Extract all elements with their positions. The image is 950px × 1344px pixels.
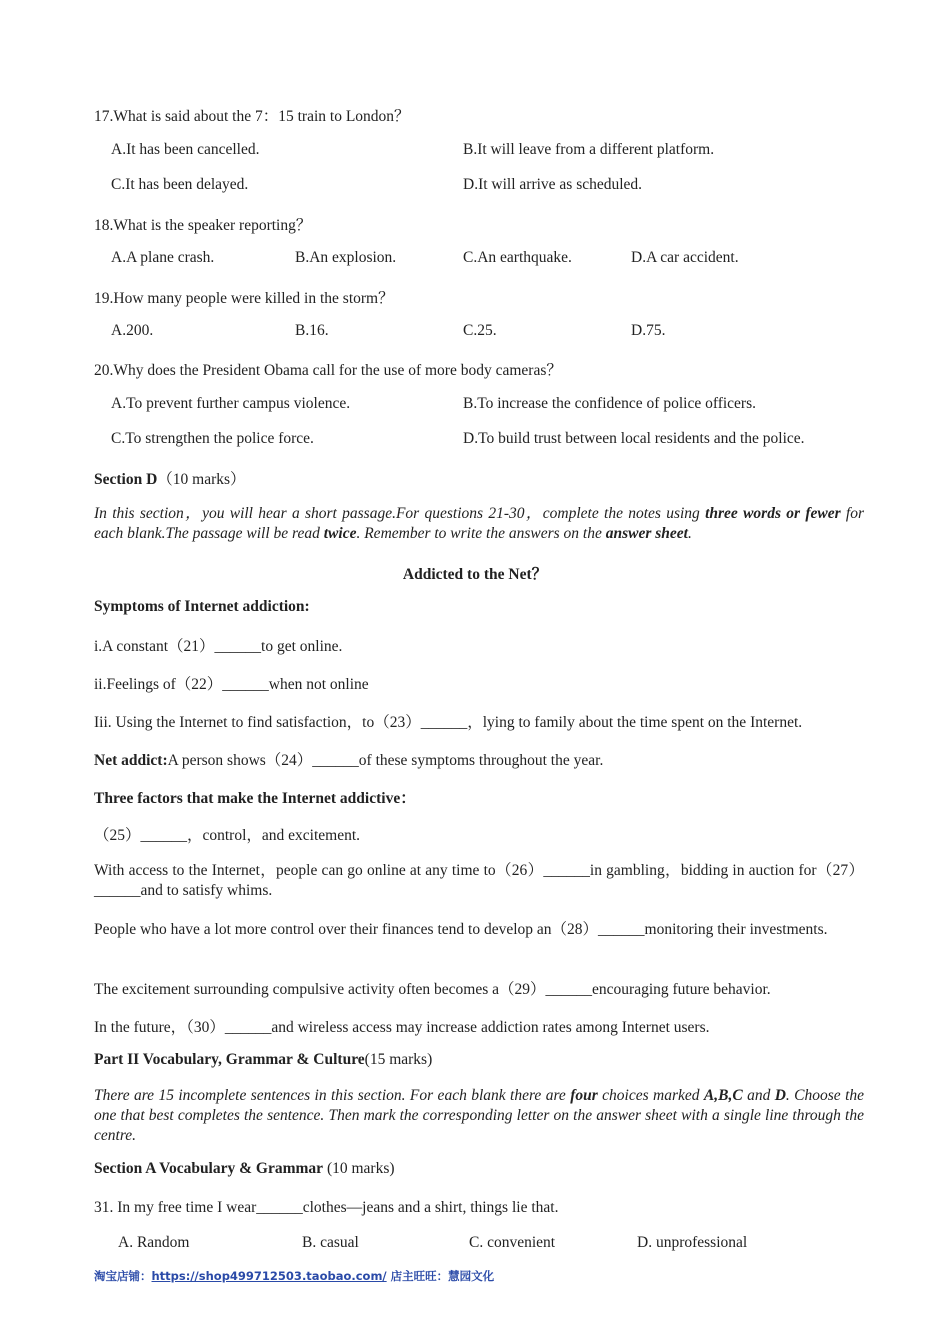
part2-instr-bold-2: A,B,C xyxy=(703,1087,743,1104)
question-17-stem: 17.What is said about the 7：15 train to London？ xyxy=(94,108,410,125)
q19-option-a[interactable]: A.200. xyxy=(111,322,154,339)
passage-title: Addicted to the Net？ xyxy=(402,566,548,583)
factors-heading: Three factors that make the Internet addictive： xyxy=(94,790,416,807)
part2-instr-4: . Choose the one that best completes the sentence. Then mark the corresponding letter on the answer sheet with a single line through the centre. xyxy=(94,1087,864,1144)
section-a-heading xyxy=(94,1160,395,1178)
footer xyxy=(94,1268,494,1284)
footer-shop-link[interactable]: https://shop499712503.taobao.com/ xyxy=(151,1269,387,1283)
part2-instr-1: There are 15 incomplete sentences in this section. For each blank there are xyxy=(94,1087,571,1104)
section-d-instr-bold-2: twice xyxy=(323,525,357,542)
q18-option-d[interactable]: D.A car accident. xyxy=(631,249,739,266)
q19-option-d[interactable]: D.75. xyxy=(631,322,666,339)
footer-label: 淘宝店铺： xyxy=(94,1269,152,1283)
question-20-stem: 20.Why does the President Obama call for the use of more body cameras？ xyxy=(94,362,562,379)
q17-option-b[interactable]: B.It will leave from a different platform. xyxy=(463,141,715,158)
q17-option-a[interactable]: A.It has been cancelled. xyxy=(111,141,260,158)
q20-option-b[interactable]: B.To increase the confidence of police officers. xyxy=(463,395,757,412)
section-d-instructions xyxy=(94,504,864,544)
net-addict-label: Net addict: xyxy=(94,752,168,769)
question-18-stem: 18.What is the speaker reporting？ xyxy=(94,217,312,234)
part2-title: Part II Vocabulary, Grammar & Culture xyxy=(94,1051,365,1068)
symptoms-heading: Symptoms of Internet addiction: xyxy=(94,598,310,615)
symptom-item-3: Iii. Using the Internet to find satisfaction，to（23）______，lying to family about the time spent on the Internet. xyxy=(94,714,803,731)
section-d-instr-bold-1: three words or fewer xyxy=(705,505,841,522)
net-addict-line xyxy=(94,748,603,770)
net-addict-text: A person shows（24）______of these symptoms throughout the year. xyxy=(167,752,604,769)
footer-owner: 店主旺旺：慧园文化 xyxy=(386,1269,495,1283)
q18-option-c[interactable]: C.An earthquake. xyxy=(463,249,572,266)
q20-option-c[interactable]: C.To strengthen the police force. xyxy=(111,430,314,447)
part2-marks: (15 marks) xyxy=(364,1051,433,1068)
symptom-item-2: ii.Feelings of（22）______when not online xyxy=(94,676,369,693)
section-d-instr-2: for each blank.The passage will be read xyxy=(94,505,864,542)
q19-option-b[interactable]: B.16. xyxy=(295,322,329,339)
access-paragraph: With access to the Internet，people can go online at any time to（26）______in gambling，bidding in auction for（27）______and to satisfy whims. xyxy=(94,862,864,899)
q17-option-c[interactable]: C.It has been delayed. xyxy=(111,176,249,193)
part2-instr-2: choices marked xyxy=(597,1087,704,1104)
future-paragraph: In the future，（30）______and wireless access may increase addiction rates among Internet users. xyxy=(94,1019,710,1036)
q19-option-c[interactable]: C.25. xyxy=(463,322,497,339)
part2-instr-bold-3: D xyxy=(774,1087,786,1104)
section-a-title: Section A Vocabulary & Grammar xyxy=(94,1160,324,1177)
control-paragraph: People who have a lot more control over their finances tend to develop an（28）______monitoring their investments. xyxy=(94,921,828,938)
q31-option-d[interactable]: D. unprofessional xyxy=(637,1234,748,1251)
q17-option-d[interactable]: D.It will arrive as scheduled. xyxy=(463,176,643,193)
q20-option-d[interactable]: D.To build trust between local residents and the police. xyxy=(463,430,805,447)
part2-instructions xyxy=(94,1086,864,1146)
section-d-marks: （10 marks） xyxy=(157,471,246,488)
section-d-instr-1: In this section，you will hear a short passage.For questions 21-30，complete the notes using xyxy=(94,505,706,522)
section-d-instr-3: . Remember to write the answers on the xyxy=(356,525,606,542)
q31-option-b[interactable]: B. casual xyxy=(302,1234,359,1251)
q20-option-a[interactable]: A.To prevent further campus violence. xyxy=(111,395,351,412)
q18-option-a[interactable]: A.A plane crash. xyxy=(111,249,215,266)
section-d-heading xyxy=(94,467,246,489)
section-a-marks: (10 marks) xyxy=(323,1160,395,1177)
part2-instr-bold-1: four xyxy=(570,1087,598,1104)
excitement-paragraph: The excitement surrounding compulsive activity often becomes a（29）______encouraging future behavior. xyxy=(94,981,771,998)
section-d-instr-bold-3: answer sheet xyxy=(605,525,688,542)
q18-option-b[interactable]: B.An explosion. xyxy=(295,249,397,266)
part2-heading xyxy=(94,1051,432,1069)
question-31-stem: 31. In my free time I wear______clothes—jeans and a shirt, things lie that. xyxy=(94,1199,559,1216)
section-d-title: Section D xyxy=(94,471,158,488)
factors-line: （25）______，control，and excitement. xyxy=(94,827,361,844)
symptom-item-1: i.A constant（21）______to get online. xyxy=(94,638,343,655)
section-d-instr-4: . xyxy=(687,525,692,542)
question-19-stem: 19.How many people were killed in the storm？ xyxy=(94,290,394,307)
q31-option-c[interactable]: C. convenient xyxy=(469,1234,556,1251)
part2-instr-3: and xyxy=(742,1087,775,1104)
q31-option-a[interactable]: A. Random xyxy=(118,1234,190,1251)
